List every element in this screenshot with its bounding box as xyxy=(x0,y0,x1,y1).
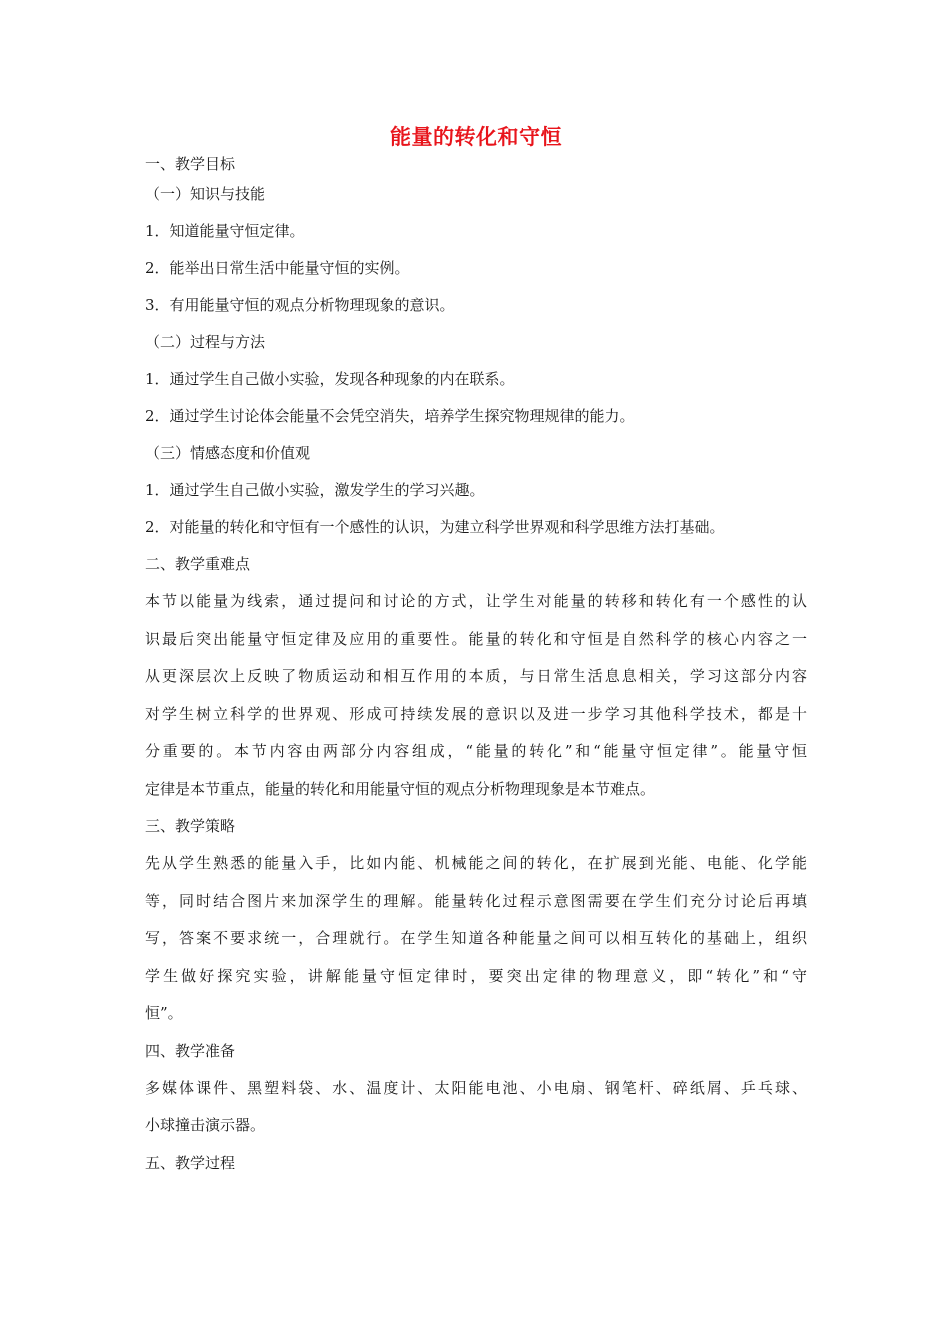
list-item: 1．知道能量守恒定律。 xyxy=(145,222,305,240)
paragraph-line: 本节以能量为线索，通过提问和讨论的方式，让学生对能量的转移和转化有一个感性的认 xyxy=(145,592,807,610)
section-heading-strategy: 三、教学策略 xyxy=(145,817,236,835)
section-heading-objectives: 一、教学目标 xyxy=(145,155,236,173)
paragraph-line: 识最后突出能量守恒定律及应用的重要性。能量的转化和守恒是自然科学的核心内容之一 xyxy=(145,629,807,648)
paragraph-line: 定律是本节重点，能量的转化和用能量守恒的观点分析物理现象是本节难点。 xyxy=(145,779,656,798)
paragraph-line: 小球撞击演示器。 xyxy=(145,1116,266,1134)
section-heading-key-points: 二、教学重难点 xyxy=(145,555,251,573)
subheading-knowledge: （一）知识与技能 xyxy=(145,185,266,203)
paragraph-line: 学生做好探究实验，讲解能量守恒定律时，要突出定律的物理意义，即“转化”和“守 xyxy=(145,966,807,985)
section-heading-preparation: 四、教学准备 xyxy=(145,1041,236,1060)
paragraph-line: 分重要的。本节内容由两部分内容组成，“能量的转化”和“能量守恒定律”。能量守恒 xyxy=(145,742,807,760)
list-item: 3．有用能量守恒的观点分析物理现象的意识。 xyxy=(145,296,455,314)
paragraph-line: 写，答案不要求统一，合理就行。在学生知道各种能量之间可以相互转化的基础上，组织 xyxy=(145,929,807,947)
paragraph-line: 先从学生熟悉的能量入手，比如内能、机械能之间的转化，在扩展到光能、电能、化学能 xyxy=(145,854,807,872)
preparation-paragraph xyxy=(145,1070,807,1145)
strategy-paragraph xyxy=(145,845,807,1033)
list-item: 2．对能量的转化和守恒有一个感性的认识，为建立科学世界观和科学思维方法打基础。 xyxy=(145,518,725,536)
document-title: 能量的转化和守恒 xyxy=(390,124,562,149)
paragraph-line: 对学生树立科学的世界观、形成可持续发展的意识以及进一步学习其他科学技术，都是十 xyxy=(145,704,807,723)
list-item: 1．通过学生自己做小实验，发现各种现象的内在联系。 xyxy=(145,370,515,388)
paragraph-line: 恒”。 xyxy=(145,1004,183,1022)
paragraph-line: 多媒体课件、黑塑料袋、水、温度计、太阳能电池、小电扇、钢笔杆、碎纸屑、乒乓球、 xyxy=(145,1078,807,1097)
key-points-paragraph xyxy=(145,583,807,808)
list-item: 2．能举出日常生活中能量守恒的实例。 xyxy=(145,259,410,277)
list-item: 1．通过学生自己做小实验，激发学生的学习兴趣。 xyxy=(145,481,485,499)
list-item: 2．通过学生讨论体会能量不会凭空消失，培养学生探究物理规律的能力。 xyxy=(145,407,635,425)
section-heading-process: 五、教学过程 xyxy=(145,1153,236,1172)
subheading-attitude: （三）情感态度和价值观 xyxy=(145,444,311,462)
paragraph-line: 从更深层次上反映了物质运动和相互作用的本质，与日常生活息息相关，学习这部分内容 xyxy=(145,667,807,685)
paragraph-line: 等，同时结合图片来加深学生的理解。能量转化过程示意图需要在学生们充分讨论后再填 xyxy=(145,891,807,910)
document-page xyxy=(145,122,807,1182)
subheading-process: （二）过程与方法 xyxy=(145,333,266,351)
